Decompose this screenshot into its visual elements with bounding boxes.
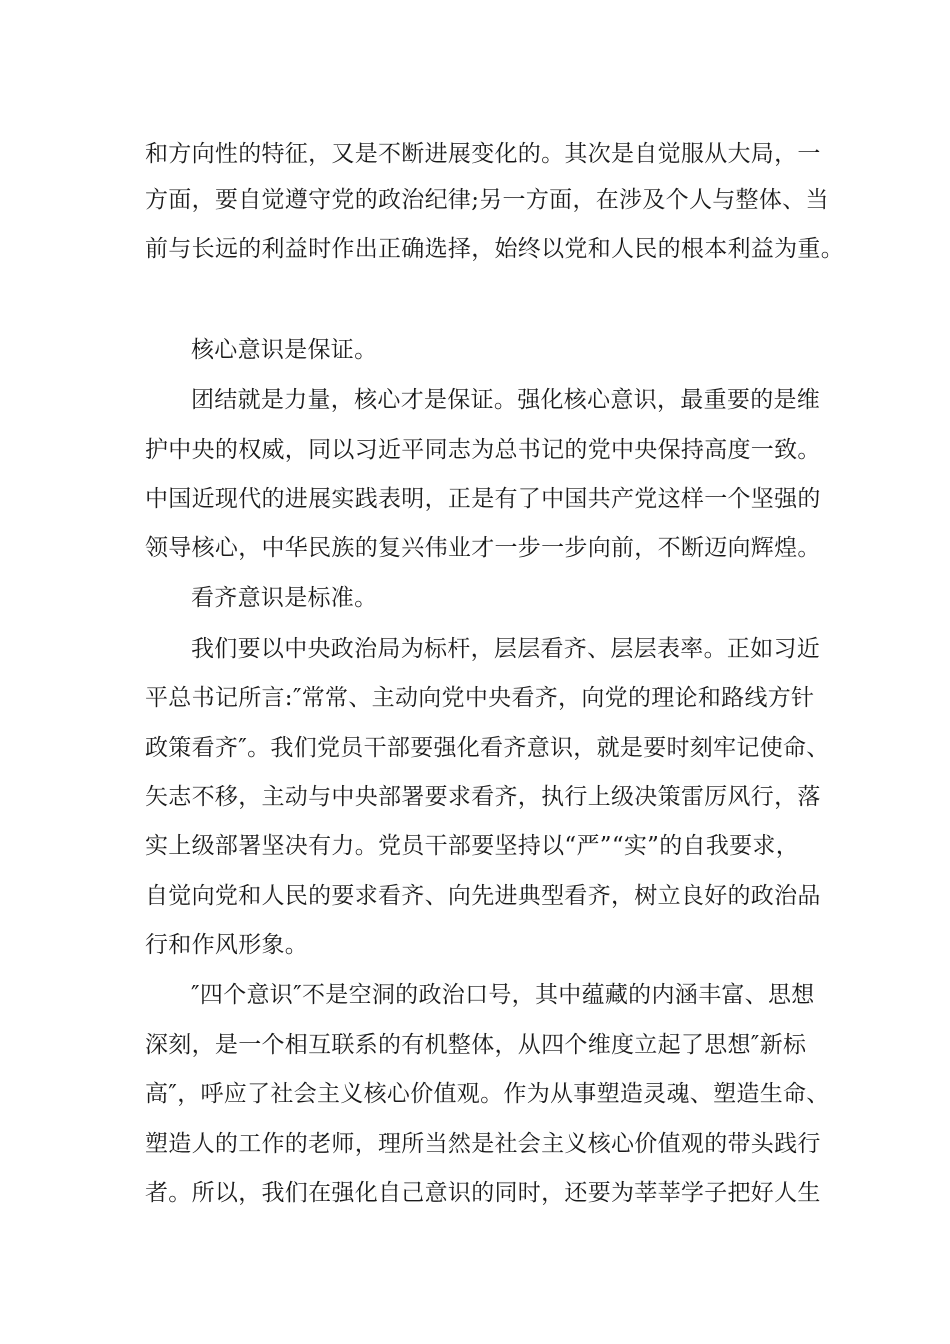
text-line-13: 矢志不移，主动与中央部署要求看齐，执行上级决策雷厉风行，落	[145, 784, 821, 810]
text-line-19: 高″，呼应了社会主义核心价值观。作为从事塑造灵魂、塑造生命、	[145, 1081, 830, 1107]
text-line-1: 和方向性的特征，又是不断进展变化的。其次是自觉服从大局，一	[145, 141, 821, 167]
text-line-10: 我们要以中央政治局为标杆，层层看齐、层层表率。正如习近	[191, 636, 821, 662]
text-line-7: 中国近现代的进展实践表明，正是有了中国共产党这样一个坚强的	[145, 486, 821, 512]
section-heading-alignment: 看齐意识是标准。	[191, 585, 378, 611]
text-line-21: 者。所以，我们在强化自己意识的同时，还要为莘莘学子把好人生	[145, 1180, 821, 1206]
text-line-2: 方面，要自觉遵守党的政治纪律;另一方面，在涉及个人与整体、当	[145, 187, 829, 213]
text-line-17: ″四个意识″不是空洞的政治口号，其中蕴藏的内涵丰富、思想	[191, 982, 815, 1008]
text-line-12: 政策看齐″。我们党员干部要强化看齐意识，就是要时刻牢记使命、	[145, 735, 830, 761]
text-line-11: 平总书记所言:″常常、主动向党中央看齐，向党的理论和路线方针	[145, 685, 815, 711]
section-heading-core: 核心意识是保证。	[191, 337, 378, 363]
text-line-6: 护中央的权威，同以习近平同志为总书记的党中央保持高度一致。	[145, 437, 821, 463]
text-line-8: 领导核心，中华民族的复兴伟业才一步一步向前，不断迈向辉煌。	[145, 535, 821, 561]
text-line-20: 塑造人的工作的老师，理所当然是社会主义核心价值观的带头践行	[145, 1131, 821, 1157]
text-line-18: 深刻，是一个相互联系的有机整体，从四个维度立起了思想″新标	[145, 1032, 807, 1058]
text-line-3: 前与长远的利益时作出正确选择，始终以党和人民的根本利益为重。	[145, 236, 844, 262]
text-line-16: 行和作风形象。	[145, 932, 309, 958]
text-line-5: 团结就是力量，核心才是保证。强化核心意识，最重要的是维	[191, 387, 821, 413]
text-line-15: 自觉向党和人民的要求看齐、向先进典型看齐，树立良好的政治品	[145, 883, 821, 909]
text-line-14: 实上级部署坚决有力。党员干部要坚持以“严”“实”的自我要求，	[145, 833, 800, 859]
